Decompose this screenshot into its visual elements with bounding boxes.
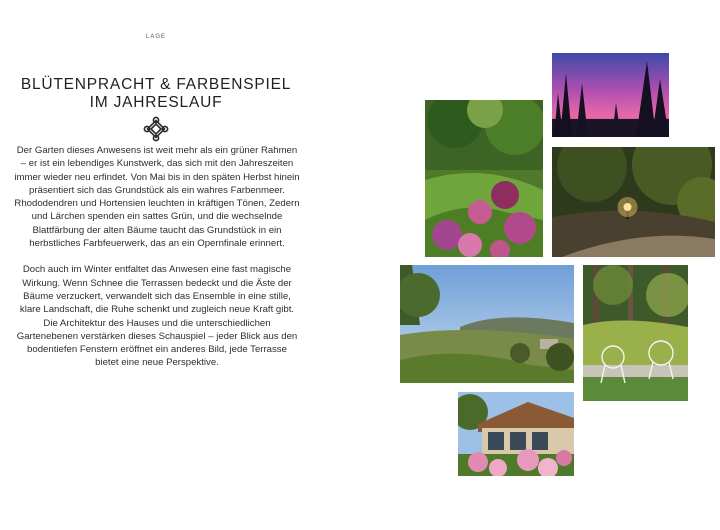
title-line-1: BLÜTENPRACHT & FARBENSPIEL [20,76,292,93]
photo-hydrangea-garden [425,100,543,257]
photo-sunset-trees [552,53,669,137]
title-line-2: IM JAHRESLAUF [89,94,223,111]
photo-night-garden-light [552,147,715,257]
section-label: LAGE [145,34,166,40]
paragraph-1: Der Garten dieses Anwesens ist weit mehr als ein grüner Rahmen – er ist ein lebendiges Kunstwerk, das sich mit den Jahreszeiten immer wieder neu erfindet. Von Mai bis in den späten Herbst hinein präsentiert sich das Grundstück als ein wahres Farbenmeer. Rhododendren und Hortensien leuchten in kräftigen Tönen, Zedern und Lärchen spenden ein sattes Grün, und die wechselnde Blattfärbung der alten Bäume taucht das Grundstück in ein herbstliches Farbfeuerwerk, das an ein Opernfinale erinnert. [14,145,300,250]
photo-terrace-chairs [583,265,688,401]
body-text [14,144,300,383]
photo-hillside-landscape [400,265,574,383]
paragraph-2: Doch auch im Winter entfaltet das Anwesen eine fast magische Wirkung. Wenn Schnee die Terrassen bedeckt und die Äste der Bäume verzuckert, verwandelt sich das Ensemble in eine stille, klare Landschaft, die Ruhe schenkt und zugleich neue Kraft gibt. Die Architektur des Hauses und die unterschiedlichen Gartenebenen verstärken dieses Schauspiel – jeder Blick aus den bodentiefen Fenstern eröffnet ein anderes Bild, jede Terrasse bietet eine neue Perspektive. [16,264,298,369]
endless-knot-icon [143,116,169,142]
photo-house-rhododendron [458,392,574,476]
page-title [0,76,312,112]
